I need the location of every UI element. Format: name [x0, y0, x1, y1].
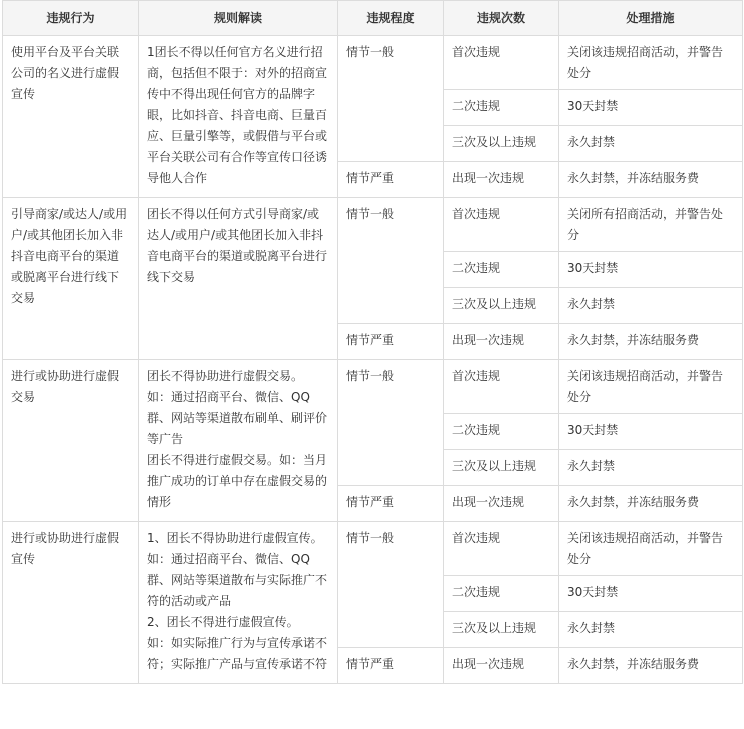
interpretation-line: 1、团长不得协助进行虚假宣传。如：通过招商平台、微信、QQ群、网站等渠道散布与实际推广不符的活动或产品: [147, 531, 328, 608]
degree-cell: 情节严重: [338, 648, 444, 684]
measure-cell: 永久封禁: [559, 126, 743, 162]
header-degree: 违规程度: [338, 1, 444, 36]
degree-cell: 情节严重: [338, 162, 444, 198]
degree-cell: 情节严重: [338, 486, 444, 522]
measure-cell: 永久封禁，并冻结服务费: [559, 486, 743, 522]
table-row: [3, 36, 743, 90]
interpretation-line: 如：如实际推广行为与宣传承诺不符；实际推广产品与宣传承诺不符: [147, 636, 328, 671]
header-row: [3, 1, 743, 36]
count-cell: 二次违规: [444, 90, 559, 126]
count-cell: 三次及以上违规: [444, 612, 559, 648]
interpretation-line: 如：通过招商平台、微信、QQ群、网站等渠道散布刷单、刷评价等广告: [147, 390, 328, 446]
count-cell: 首次违规: [444, 198, 559, 252]
interpretation-line: 2、团长不得进行虚假宣传。: [147, 615, 299, 629]
count-cell: 二次违规: [444, 414, 559, 450]
count-cell: 出现一次违规: [444, 486, 559, 522]
count-cell: 三次及以上违规: [444, 288, 559, 324]
interpretation-cell: [139, 360, 338, 522]
count-cell: 首次违规: [444, 522, 559, 576]
header-count: 违规次数: [444, 1, 559, 36]
measure-cell: 永久封禁，并冻结服务费: [559, 324, 743, 360]
header-behavior: 违规行为: [3, 1, 139, 36]
degree-cell: 情节一般: [338, 36, 444, 162]
table-row: [3, 198, 743, 252]
degree-cell: 情节严重: [338, 324, 444, 360]
degree-cell: 情节一般: [338, 360, 444, 486]
interpretation-cell: [139, 522, 338, 684]
count-cell: 三次及以上违规: [444, 450, 559, 486]
behavior-cell: 使用平台及平台关联公司的名义进行虚假宣传: [3, 36, 139, 198]
table-row: [3, 360, 743, 414]
measure-cell: 30天封禁: [559, 90, 743, 126]
measure-cell: 30天封禁: [559, 414, 743, 450]
degree-cell: 情节一般: [338, 522, 444, 648]
measure-cell: 关闭所有招商活动，并警告处分: [559, 198, 743, 252]
behavior-cell: 进行或协助进行虚假交易: [3, 360, 139, 522]
behavior-cell: 进行或协助进行虚假宣传: [3, 522, 139, 684]
rules-table: [2, 0, 743, 684]
count-cell: 二次违规: [444, 576, 559, 612]
measure-cell: 30天封禁: [559, 252, 743, 288]
interpretation-line: 团长不得以任何方式引导商家/或达人/或用户/或其他团长加入非抖音电商平台的渠道或脱离平台进行线下交易: [147, 207, 328, 284]
interpretation-line: 团长不得进行虚假交易。如：当月推广成功的订单中存在虚假交易的情形: [147, 453, 328, 509]
measure-cell: 永久封禁: [559, 450, 743, 486]
measure-cell: 30天封禁: [559, 576, 743, 612]
behavior-cell: 引导商家/或达人/或用户/或其他团长加入非抖音电商平台的渠道或脱离平台进行线下交易: [3, 198, 139, 360]
measure-cell: 永久封禁，并冻结服务费: [559, 648, 743, 684]
count-cell: 出现一次违规: [444, 324, 559, 360]
count-cell: 二次违规: [444, 252, 559, 288]
measure-cell: 关闭该违规招商活动，并警告处分: [559, 522, 743, 576]
count-cell: 出现一次违规: [444, 648, 559, 684]
interpretation-cell: [139, 198, 338, 360]
measure-cell: 永久封禁: [559, 288, 743, 324]
interpretation-line: 团长不得协助进行虚假交易。: [147, 369, 304, 383]
interpretation-line: 1团长不得以任何官方名义进行招商，包括但不限于：对外的招商宣传中不得出现任何官方的品牌字眼，比如抖音、抖音电商、巨量百应、巨量引擎等，或假借与平台或平台关联公司有合作等宣传口径诱导他人合作: [147, 45, 328, 185]
measure-cell: 永久封禁: [559, 612, 743, 648]
measure-cell: 关闭该违规招商活动，并警告处分: [559, 360, 743, 414]
count-cell: 三次及以上违规: [444, 126, 559, 162]
header-measure: 处理措施: [559, 1, 743, 36]
count-cell: 出现一次违规: [444, 162, 559, 198]
header-interpretation: 规则解读: [139, 1, 338, 36]
table-row: [3, 522, 743, 576]
count-cell: 首次违规: [444, 36, 559, 90]
count-cell: 首次违规: [444, 360, 559, 414]
measure-cell: 永久封禁，并冻结服务费: [559, 162, 743, 198]
degree-cell: 情节一般: [338, 198, 444, 324]
measure-cell: 关闭该违规招商活动，并警告处分: [559, 36, 743, 90]
interpretation-cell: [139, 36, 338, 198]
